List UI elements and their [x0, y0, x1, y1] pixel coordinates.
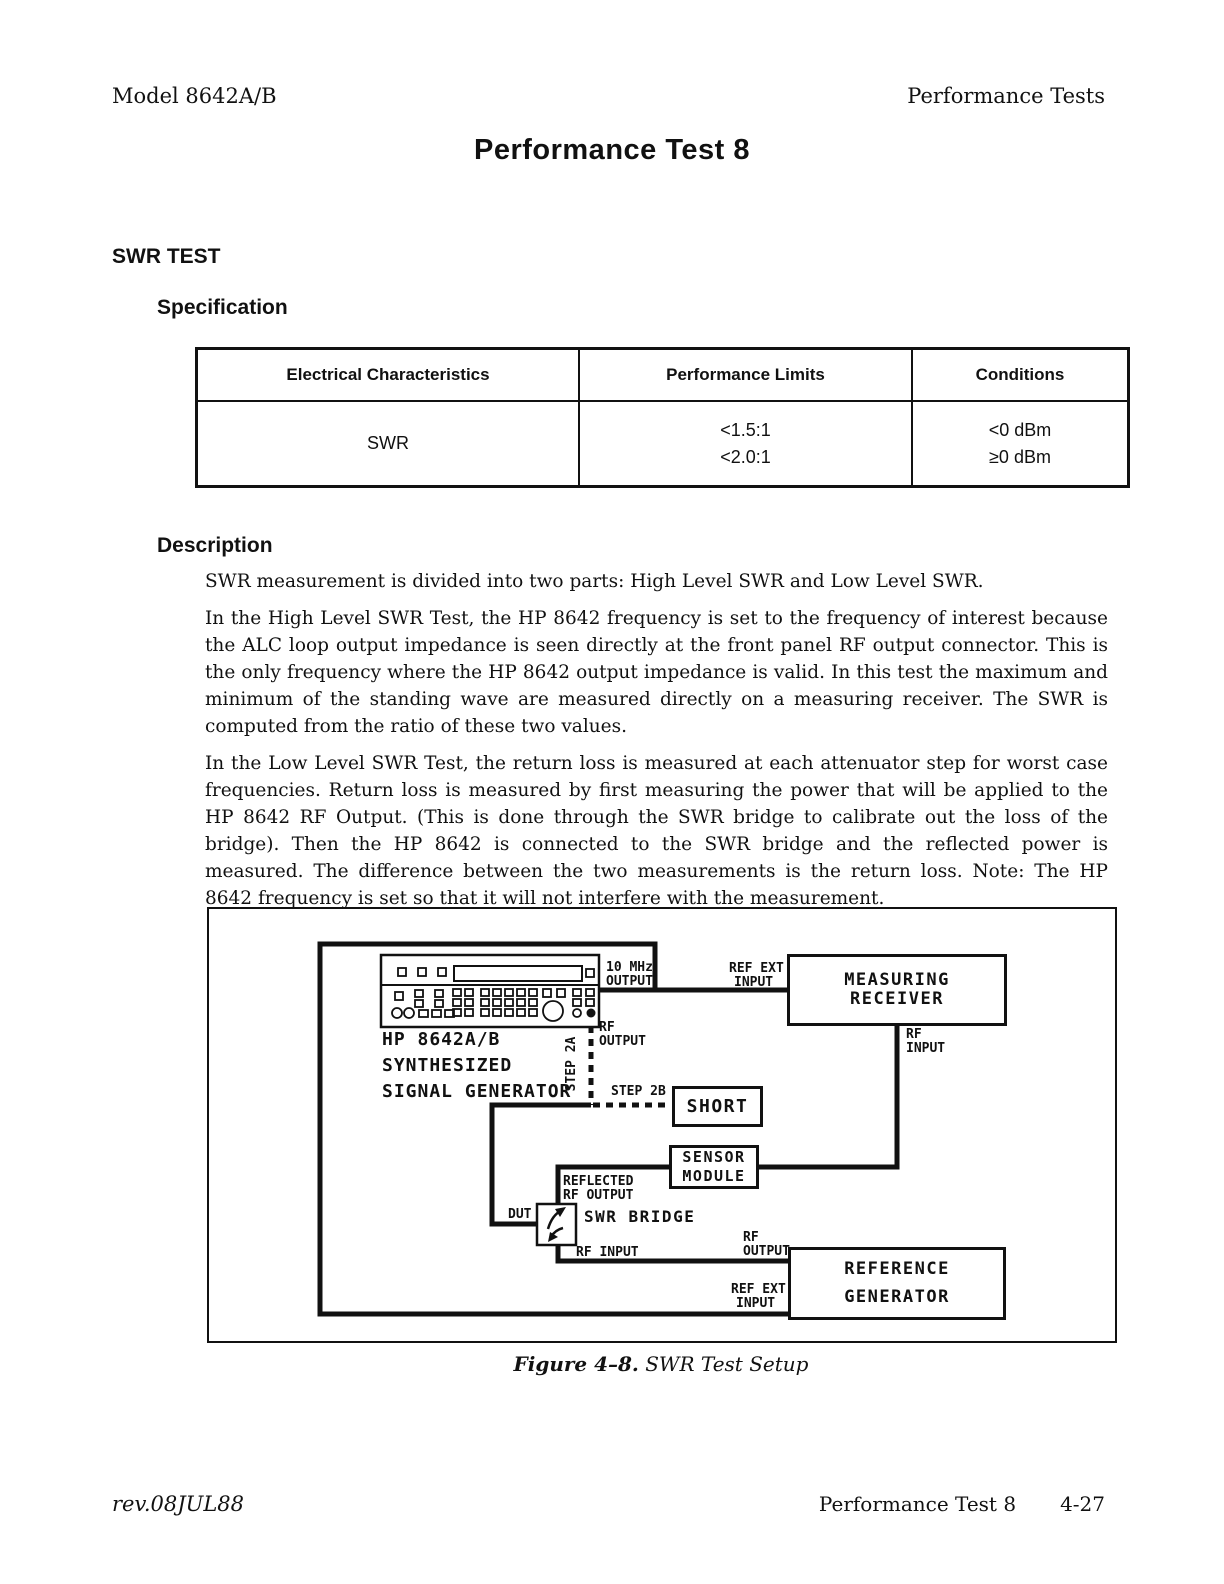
label-bridge-rf-input: RF INPUT: [576, 1245, 639, 1260]
label-line: INPUT: [734, 975, 774, 990]
label-line: RF: [743, 1230, 759, 1245]
label-swr-bridge: SWR BRIDGE: [584, 1207, 696, 1226]
label-reflected-rf-output: [563, 1175, 633, 1203]
specification-table: [195, 347, 1130, 488]
page-title: Performance Test 8: [473, 134, 751, 166]
rf-output-connector: [587, 1009, 596, 1018]
reference-generator-box: [788, 1247, 1006, 1320]
footer-revision: rev.08JUL88: [112, 1492, 245, 1516]
label-line: REF EXT: [731, 1282, 786, 1297]
col-conditions: Conditions: [912, 349, 1129, 402]
table-row: [197, 401, 1129, 487]
label-line: REFLECTED: [563, 1174, 634, 1189]
cell-limits: [579, 401, 912, 487]
box-label: REFERENCE: [844, 1258, 950, 1279]
measuring-receiver-box: [787, 954, 1007, 1026]
generator-title-line: SIGNAL GENERATOR: [382, 1081, 572, 1102]
col-performance-limits: Performance Limits: [579, 349, 912, 402]
label-refgen-ref-ext-input: [731, 1283, 786, 1311]
label-line: RF: [906, 1027, 922, 1042]
label-line: OUTPUT: [606, 974, 653, 989]
label-generator-rf-output: [599, 1021, 646, 1049]
swr-bridge-symbol: [537, 1204, 576, 1245]
label-line: INPUT: [736, 1296, 776, 1311]
limit-value: <1.5:1: [720, 419, 771, 440]
footer-page-number: 4-27: [1060, 1492, 1105, 1516]
col-electrical-characteristics: Electrical Characteristics: [197, 349, 580, 402]
label-line: REF EXT: [729, 961, 784, 976]
box-label: SHORT: [686, 1096, 749, 1117]
limit-value: <2.0:1: [720, 446, 771, 467]
label-line: OUTPUT: [743, 1244, 790, 1259]
label-line: RF: [599, 1020, 615, 1035]
condition-value: ≥0 dBm: [989, 446, 1051, 467]
box-label: GENERATOR: [844, 1287, 950, 1308]
box-label: SENSOR: [682, 1148, 746, 1166]
label-dut: DUT: [508, 1207, 532, 1222]
heading-swr-test: SWR TEST: [112, 245, 221, 268]
signal-generator-panel: [381, 955, 599, 1027]
figure-caption-title: SWR Test Setup: [638, 1352, 809, 1376]
short-box: [672, 1086, 763, 1127]
label-line: RF OUTPUT: [563, 1188, 634, 1203]
header-model: Model 8642A/B: [112, 84, 277, 108]
footer-section: Performance Test 8: [818, 1492, 1017, 1516]
box-label: MODULE: [682, 1167, 746, 1185]
header-section: Performance Tests: [907, 84, 1105, 108]
cell-conditions: [912, 401, 1129, 487]
label-receiver-ref-ext-input: [729, 962, 784, 990]
figure-caption: [207, 1352, 1115, 1376]
label-line: OUTPUT: [599, 1034, 646, 1049]
label-receiver-rf-input: [906, 1028, 945, 1056]
generator-title: [382, 1027, 571, 1105]
footer-right: [819, 1492, 1105, 1516]
label-line: INPUT: [906, 1041, 946, 1056]
sensor-module-box: [669, 1145, 759, 1189]
figure-caption-number: Figure 4–8.: [513, 1352, 639, 1376]
generator-title-line: HP 8642A/B: [382, 1029, 501, 1050]
description-body: [205, 568, 1108, 922]
label-10mhz-output: [606, 961, 653, 989]
heading-description: Description: [157, 534, 273, 557]
label-step-2b: STEP 2B: [611, 1084, 666, 1099]
label-step-2a: STEP 2A: [564, 1036, 579, 1092]
label-refgen-rf-output: [743, 1231, 790, 1259]
box-label: MEASURING: [844, 970, 950, 990]
figure-frame: [207, 907, 1117, 1343]
label-line: 10 MHz: [606, 960, 653, 975]
description-paragraph: In the High Level SWR Test, the HP 8642 frequency is set to the frequency of interest because the ALC loop output impedance is seen directly at the front panel RF output connector. This is the only frequency where the HP 8642 output impedance is valid. In this test the maximum and minimum of the standing wave are measured directly on a measuring receiver. The SWR is computed from the ratio of these two values.: [205, 608, 1108, 737]
description-paragraph: In the Low Level SWR Test, the return loss is measured at each attenuator step for worst case frequencies. Return loss is measured by first measuring the power that will be applied to the HP 8642 RF Output. (This is done through the SWR bridge to calibrate out the loss of the bridge). Then the HP 8642 is connected to the SWR bridge and the reflected power is measured. The difference between the two measurements is the return loss. Note: The HP 8642 frequency is set so that it will not interfere with the measurement.: [205, 753, 1108, 909]
cell-characteristic: SWR: [197, 401, 580, 487]
box-label: RECEIVER: [850, 989, 944, 1009]
condition-value: <0 dBm: [988, 419, 1052, 440]
table-header-row: [197, 349, 1129, 402]
description-paragraph: SWR measurement is divided into two parts: High Level SWR and Low Level SWR.: [205, 571, 984, 592]
heading-specification: Specification: [157, 296, 288, 319]
generator-title-line: SYNTHESIZED: [382, 1055, 513, 1076]
